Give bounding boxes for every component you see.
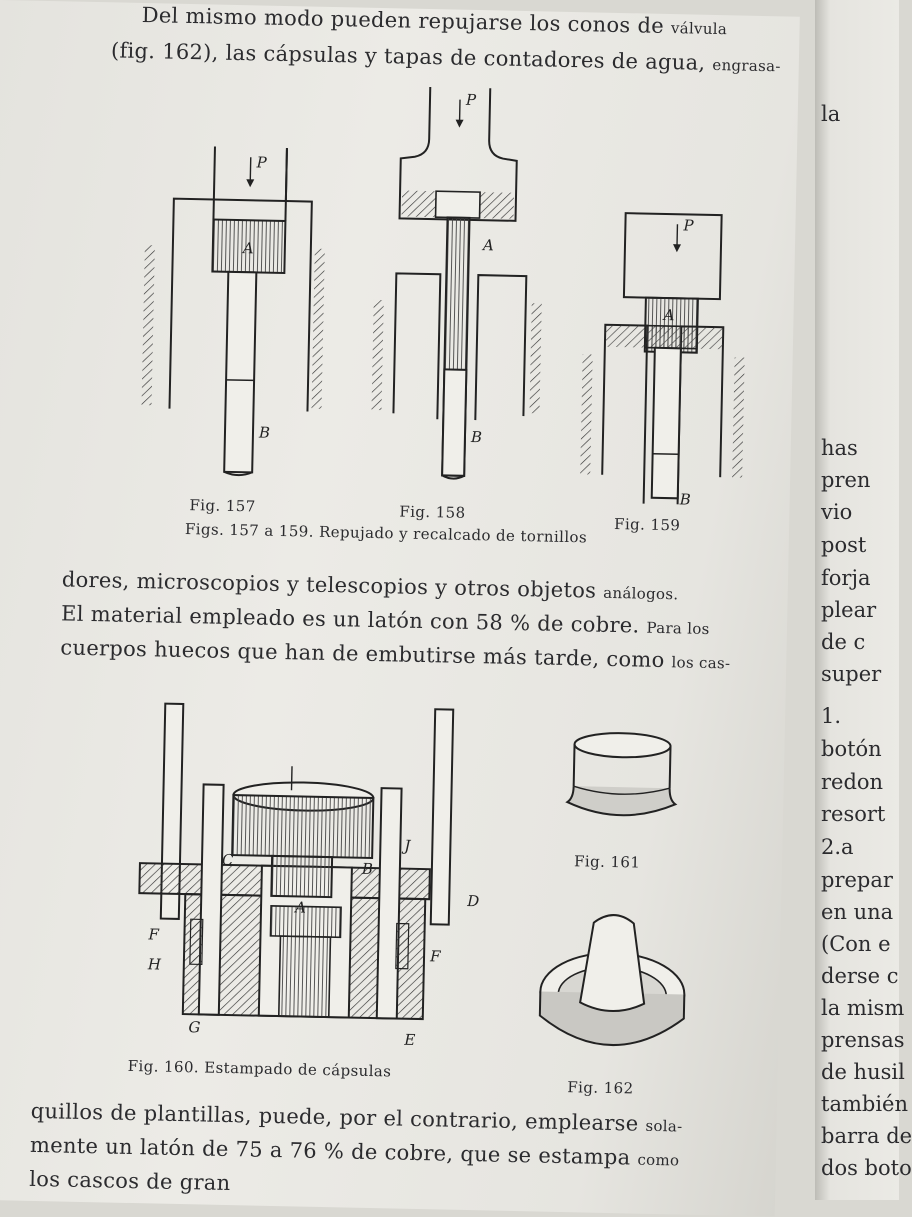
right-page-line: has (821, 436, 858, 460)
fig160-label-d: D (467, 891, 480, 911)
text-line (111, 38, 781, 76)
figure-158-drawing (370, 86, 546, 480)
text-line-body: mente un latón de 75 a 76 % de cobre, que se estampa (29, 1132, 631, 1170)
text-line (29, 1167, 231, 1195)
text-line-body: dores, microscopios y telescopios y otros objetos (61, 567, 597, 603)
text-line-body: quillos de plantillas, puede, por el contrario, emplearse (30, 1098, 639, 1136)
text-line-body: Del mismo modo pueden repujarse los conos de (141, 2, 665, 38)
right-page-line: la mism (821, 996, 905, 1020)
right-page-line: 2.a (821, 835, 854, 859)
text-line-end: como (637, 1150, 680, 1170)
right-page-line: (Con e (821, 932, 891, 956)
figure-159-drawing (580, 212, 748, 509)
text-line-end: sola- (645, 1116, 683, 1136)
fig159-caption: Fig. 159 (613, 514, 681, 535)
fig157-label-b: B (258, 423, 271, 442)
text-line (61, 601, 710, 639)
figure-160-drawing (128, 683, 496, 1060)
right-page-line: barra de (821, 1124, 912, 1148)
figures-157-159-caption: Figs. 157 a 159. Repujado y recalcado de tornillos (184, 519, 588, 547)
fig160-label-a: A (294, 898, 307, 917)
right-page-line: de c (821, 630, 866, 654)
right-page-line: derse c (821, 964, 899, 988)
fig160-label-h: H (147, 955, 162, 974)
figures-157-159 (140, 73, 769, 509)
text-line-end: Para los (646, 618, 710, 638)
fig160-label-e: E (404, 1030, 416, 1049)
fig160-label-j: J (404, 836, 411, 855)
text-line-end: los cas- (671, 653, 731, 673)
fig160-label-g: G (188, 1018, 201, 1037)
fig157-label-p: P (256, 153, 267, 172)
fig158-caption: Fig. 158 (399, 502, 466, 522)
fig158-label-p: P (465, 90, 477, 109)
right-page-line: post (821, 533, 867, 557)
text-line-end: engrasa- (712, 55, 781, 76)
fig160-label-f-left: F (148, 925, 160, 944)
right-page-line: prepar (821, 868, 893, 892)
right-page-line: también (821, 1092, 908, 1116)
text-line (62, 567, 679, 604)
right-page-line: de husil (821, 1060, 905, 1084)
fig159-label-p: P (683, 216, 694, 235)
fig158-label-a: A (482, 236, 495, 255)
text-line-body: El material empleado es un latón con 58 % de cobre. (60, 601, 640, 638)
right-page-line: vio (821, 500, 853, 524)
right-page-line: forja (821, 566, 871, 590)
fig160-caption: Fig. 160. Estampado de cápsulas (127, 1056, 392, 1081)
text-line (60, 635, 730, 673)
figure-161-drawing (563, 730, 685, 832)
text-line (141, 3, 727, 39)
fig161-caption: Fig. 161 (573, 852, 641, 872)
fig160-label-b: B (361, 859, 374, 878)
text-line (30, 1133, 680, 1171)
fig162-caption: Fig. 162 (567, 1078, 634, 1098)
right-page-line: redon (821, 770, 884, 794)
text-line-body: (fig. 162), las cápsulas y tapas de contadores de agua, (110, 38, 706, 75)
figure-157-drawing (140, 145, 327, 477)
fig157-caption: Fig. 157 (189, 496, 256, 516)
right-page-line: resort (821, 802, 886, 826)
adjacent-page (815, 0, 912, 1200)
text-line-end: análogos. (603, 583, 679, 604)
fig160-label-c: C (221, 850, 234, 870)
right-page-line: en una (821, 900, 894, 924)
text-line-body: cuerpos huecos que han de embutirse más tarde, como (60, 635, 665, 673)
right-page-line: la (821, 102, 841, 126)
right-page-line: prensas (821, 1028, 905, 1052)
text-line (30, 1099, 682, 1137)
right-page-line: botón (821, 737, 882, 761)
text-line-end: válvula (670, 19, 728, 39)
text-line-body: los cascos de gran (29, 1166, 231, 1196)
right-page-line: pren (821, 468, 871, 492)
fig158-label-b: B (470, 427, 483, 447)
fig157-label-a: A (242, 239, 254, 258)
right-page-line: 1. (821, 704, 842, 728)
right-page-line: super (821, 662, 882, 686)
fig160-label-f-right: F (429, 947, 441, 966)
fig159-label-a: A (663, 305, 675, 325)
right-page-line: dos boto (821, 1156, 912, 1180)
right-page-line: plear (821, 598, 877, 622)
fig159-label-b: B (679, 490, 691, 509)
figure-162-drawing (533, 901, 697, 1074)
